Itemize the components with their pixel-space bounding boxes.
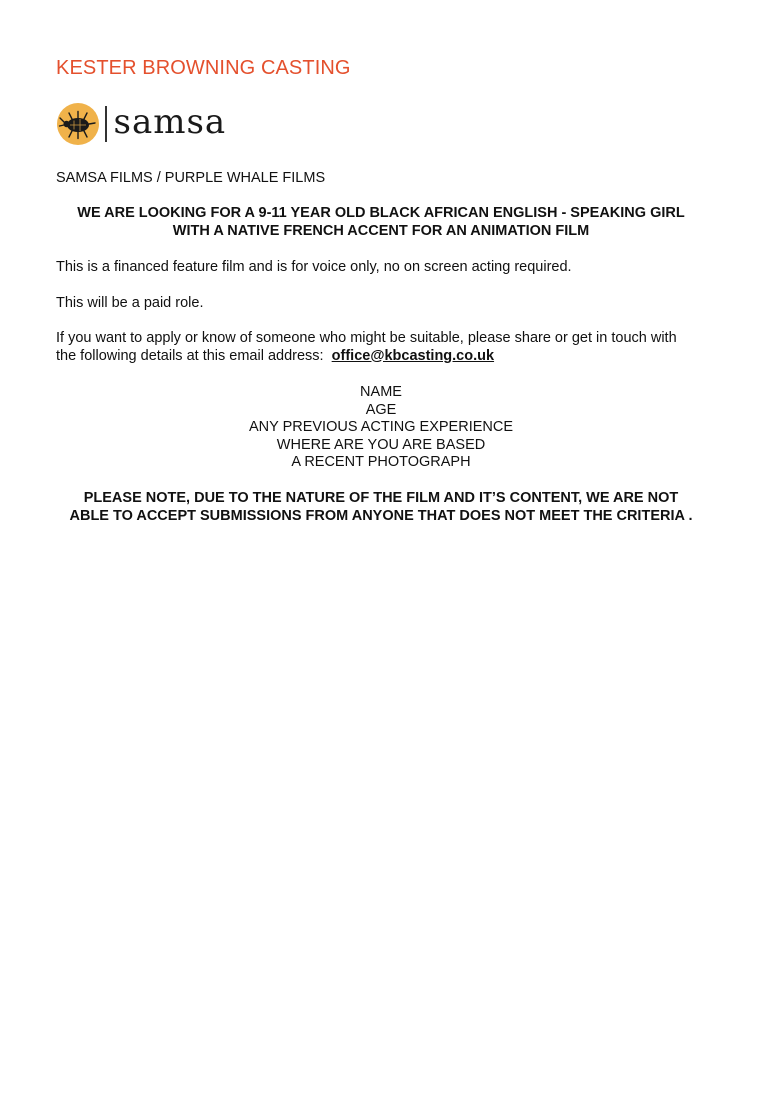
note-line-2: ABLE TO ACCEPT SUBMISSIONS FROM ANYONE THAT DOES NOT MEET THE CRITERIA .	[69, 507, 693, 524]
financed-note: This is a financed feature film and is for voice only, no on screen acting required.	[56, 259, 572, 275]
apply-paragraph	[56, 330, 706, 365]
logo-divider	[105, 106, 107, 142]
producers-line: SAMSA FILMS / PURPLE WHALE FILMS	[56, 170, 326, 186]
agency-name: KESTER BROWNING CASTING	[56, 57, 351, 79]
headline-line-2: WITH A NATIVE FRENCH ACCENT FOR AN ANIMATION FILM	[172, 222, 590, 239]
casting-headline	[56, 205, 706, 240]
apply-line-1: If you want to apply or know of someone who might be suitable, please share or get in touch with	[56, 330, 677, 346]
beetle-icon	[56, 102, 100, 146]
detail-item: AGE	[365, 401, 397, 418]
logo-wordmark: samsa	[113, 102, 227, 142]
email-link[interactable]: office@kbcasting.co.uk	[331, 347, 495, 364]
detail-item: A RECENT PHOTOGRAPH	[291, 454, 471, 470]
note-line-1: PLEASE NOTE, DUE TO THE NATURE OF THE FILM AND IT’S CONTENT, WE ARE NOT	[83, 490, 679, 506]
criteria-note	[56, 490, 706, 525]
paid-note: This will be a paid role.	[56, 295, 204, 311]
detail-item: ANY PREVIOUS ACTING EXPERIENCE	[248, 419, 514, 435]
headline-line-1: WE ARE LOOKING FOR A 9-11 YEAR OLD BLACK AFRICAN ENGLISH - SPEAKING GIRL	[77, 205, 685, 221]
detail-item: WHERE ARE YOU ARE BASED	[276, 436, 486, 453]
required-details-list	[56, 384, 706, 472]
detail-item: NAME	[360, 384, 402, 400]
samsa-logo	[56, 102, 226, 146]
apply-line-2: the following details at this email address:	[56, 347, 324, 364]
